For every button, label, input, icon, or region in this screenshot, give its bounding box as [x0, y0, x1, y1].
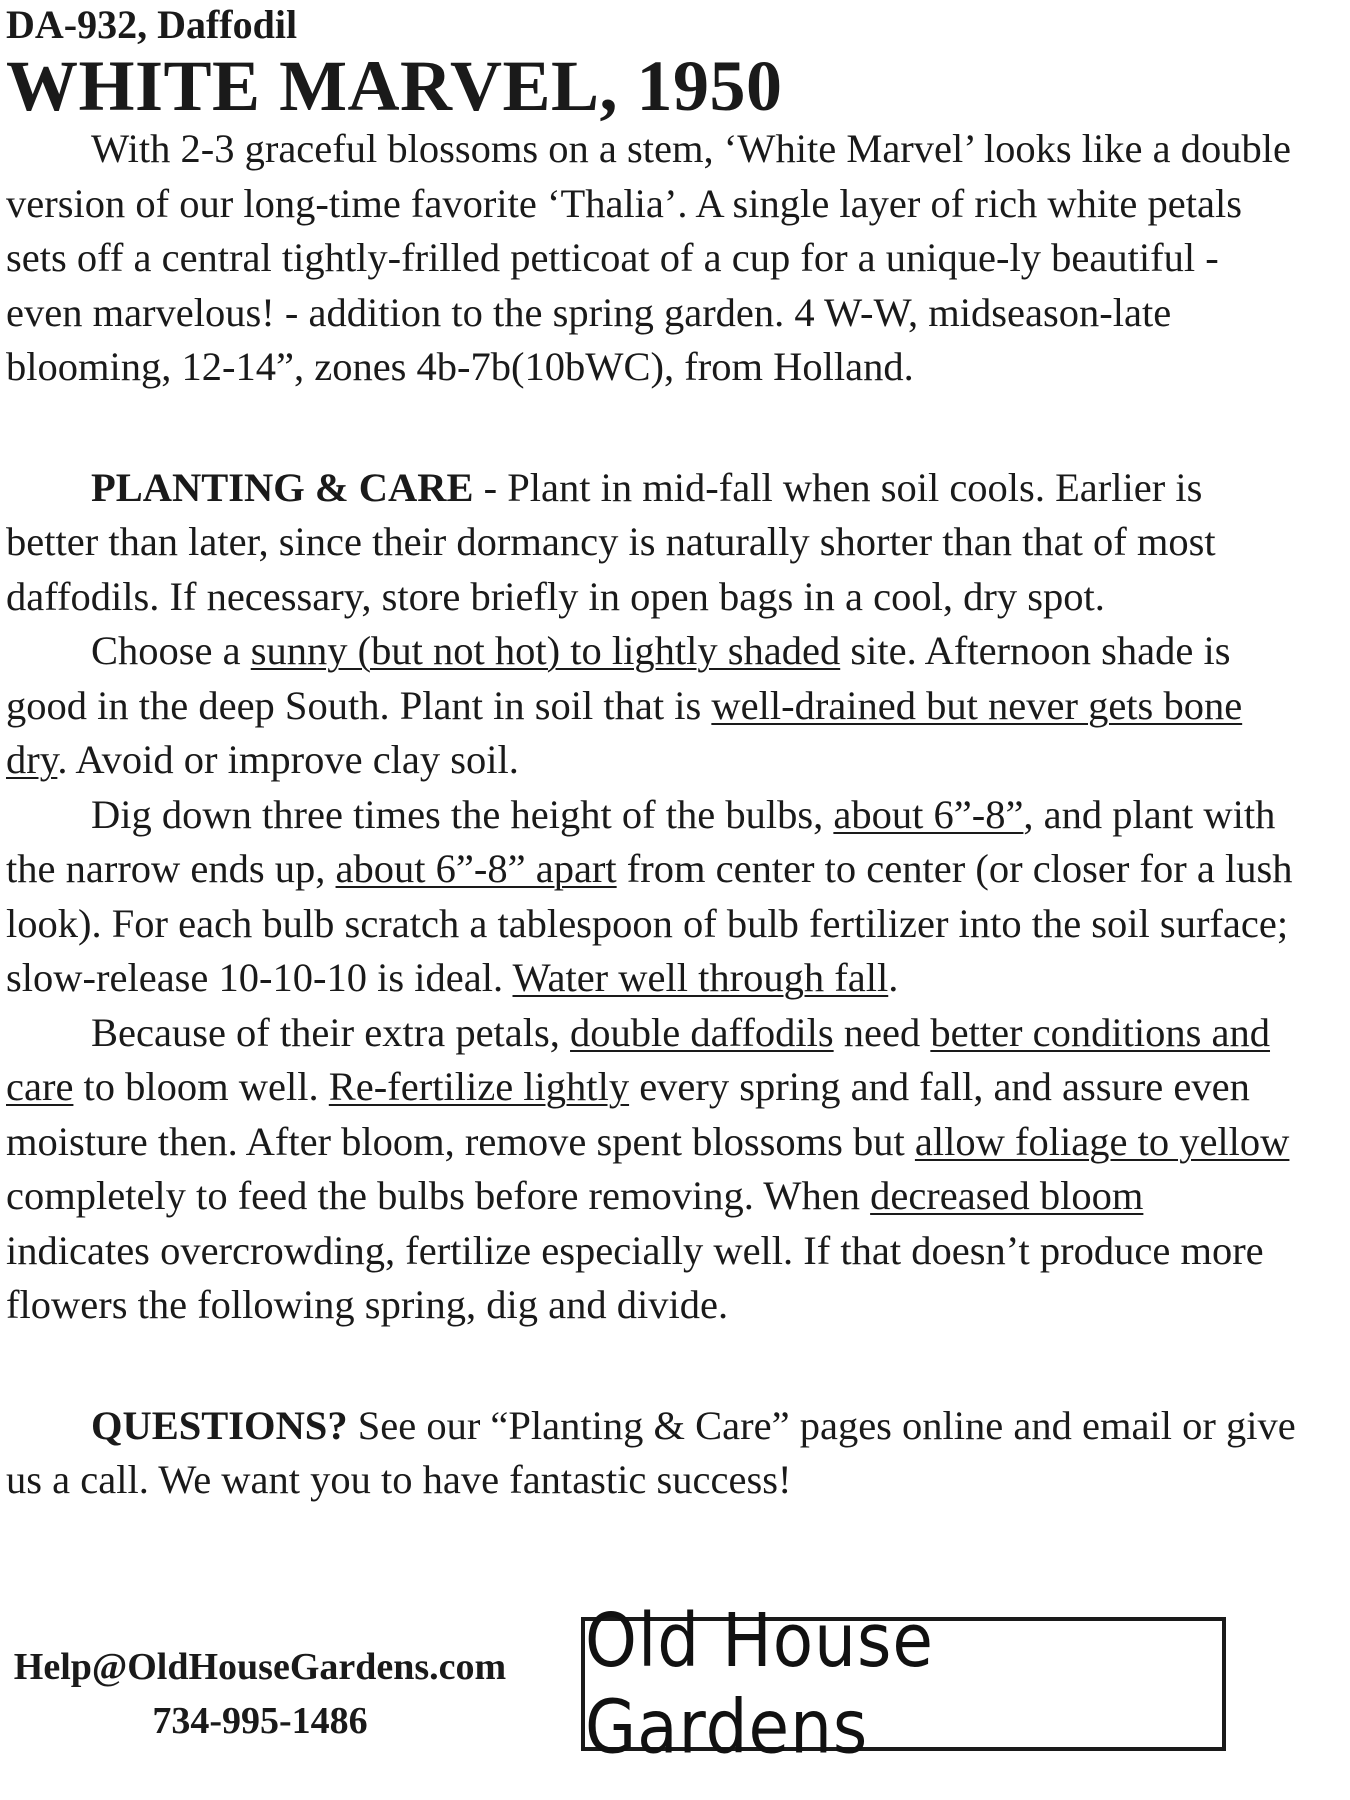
- page-title: WHITE MARVEL, 1950: [6, 46, 783, 126]
- emphasis-text: double daffodils: [570, 1009, 834, 1055]
- contact-block: [10, 1640, 510, 1748]
- questions-paragraph: QUESTIONS? See our “Planting & Care” pages online and email or give us a call. We want you to have fantastic success!: [6, 1402, 1296, 1502]
- emphasis-text: about 6”-8”: [833, 791, 1024, 837]
- brand-logo: [581, 1597, 1226, 1771]
- contact-email[interactable]: Help@OldHouseGardens.com: [13, 1646, 507, 1688]
- emphasis-text: decreased bloom: [870, 1173, 1144, 1218]
- planting-paragraph-1: PLANTING & CARE - Plant in mid-fall when soil cools. Earlier is better than later, since their dormancy is naturally shorter than that of most daffodils. If necessary, store briefly in open bags in a cool, dry spot.: [6, 464, 1216, 619]
- planting-paragraph-3: Dig down three times the height of the bulbs, about 6”-8”, and plant with the narrow ends up, about 6”-8” apart from center to center (or closer for a lush look). For each bulb scratch a tablespoon of bulb fertilizer into the soil surface; slow-release 10-10-10 is ideal. Water well through fall.: [6, 791, 1293, 1000]
- document-page: [6, 0, 1296, 1508]
- emphasis-text: well-drained but never gets bone dry: [6, 682, 1243, 782]
- questions-heading: QUESTIONS?: [91, 1402, 348, 1448]
- emphasis-text: Water well through fall: [512, 955, 889, 1000]
- description-paragraph: With 2-3 graceful blossoms on a stem, ‘White Marvel’ looks like a double version of our long-time favorite ‘Thalia’. A single layer of rich white petals sets off a central tightly-frilled petticoat of a cup for a unique-ly beautiful - even marvelous! - addition to the spring garden. 4 W-W, midseason-late blooming, 12-14”, zones 4b-7b(10bWC), from Holland.: [6, 126, 1291, 389]
- emphasis-text: sunny (but not hot) to lightly shaded: [250, 628, 841, 673]
- emphasis-text: allow foliage to yellow: [914, 1118, 1290, 1164]
- planting-heading: PLANTING & CARE: [91, 464, 474, 510]
- emphasis-text: about 6”-8” apart: [335, 846, 617, 891]
- emphasis-text: better conditions and care: [6, 1009, 1271, 1109]
- contact-phone[interactable]: 734-995-1486: [152, 1700, 368, 1742]
- emphasis-text: Re-fertilize lightly: [328, 1064, 630, 1109]
- logo-text: Old House Gardens: [585, 1597, 934, 1771]
- product-code: DA-932, Daffodil: [6, 2, 298, 47]
- planting-paragraph-2: Choose a sunny (but not hot) to lightly shaded site. Afternoon shade is good in the deep South. Plant in soil that is well-drained but never gets bone dry. Avoid or improve clay soil.: [6, 628, 1243, 782]
- planting-paragraph-4: Because of their extra petals, double daffodils need better conditions and care to bloom well. Re-fertilize lightly every spring and fall, and assure even moisture then. After bloom, remove spent blossoms but allow foliage to yellow completely to feed the bulbs before removing. When decreased bloom indicates overcrowding, fertilize especially well. If that doesn’t produce more flowers the following spring, dig and divide.: [6, 1009, 1290, 1327]
